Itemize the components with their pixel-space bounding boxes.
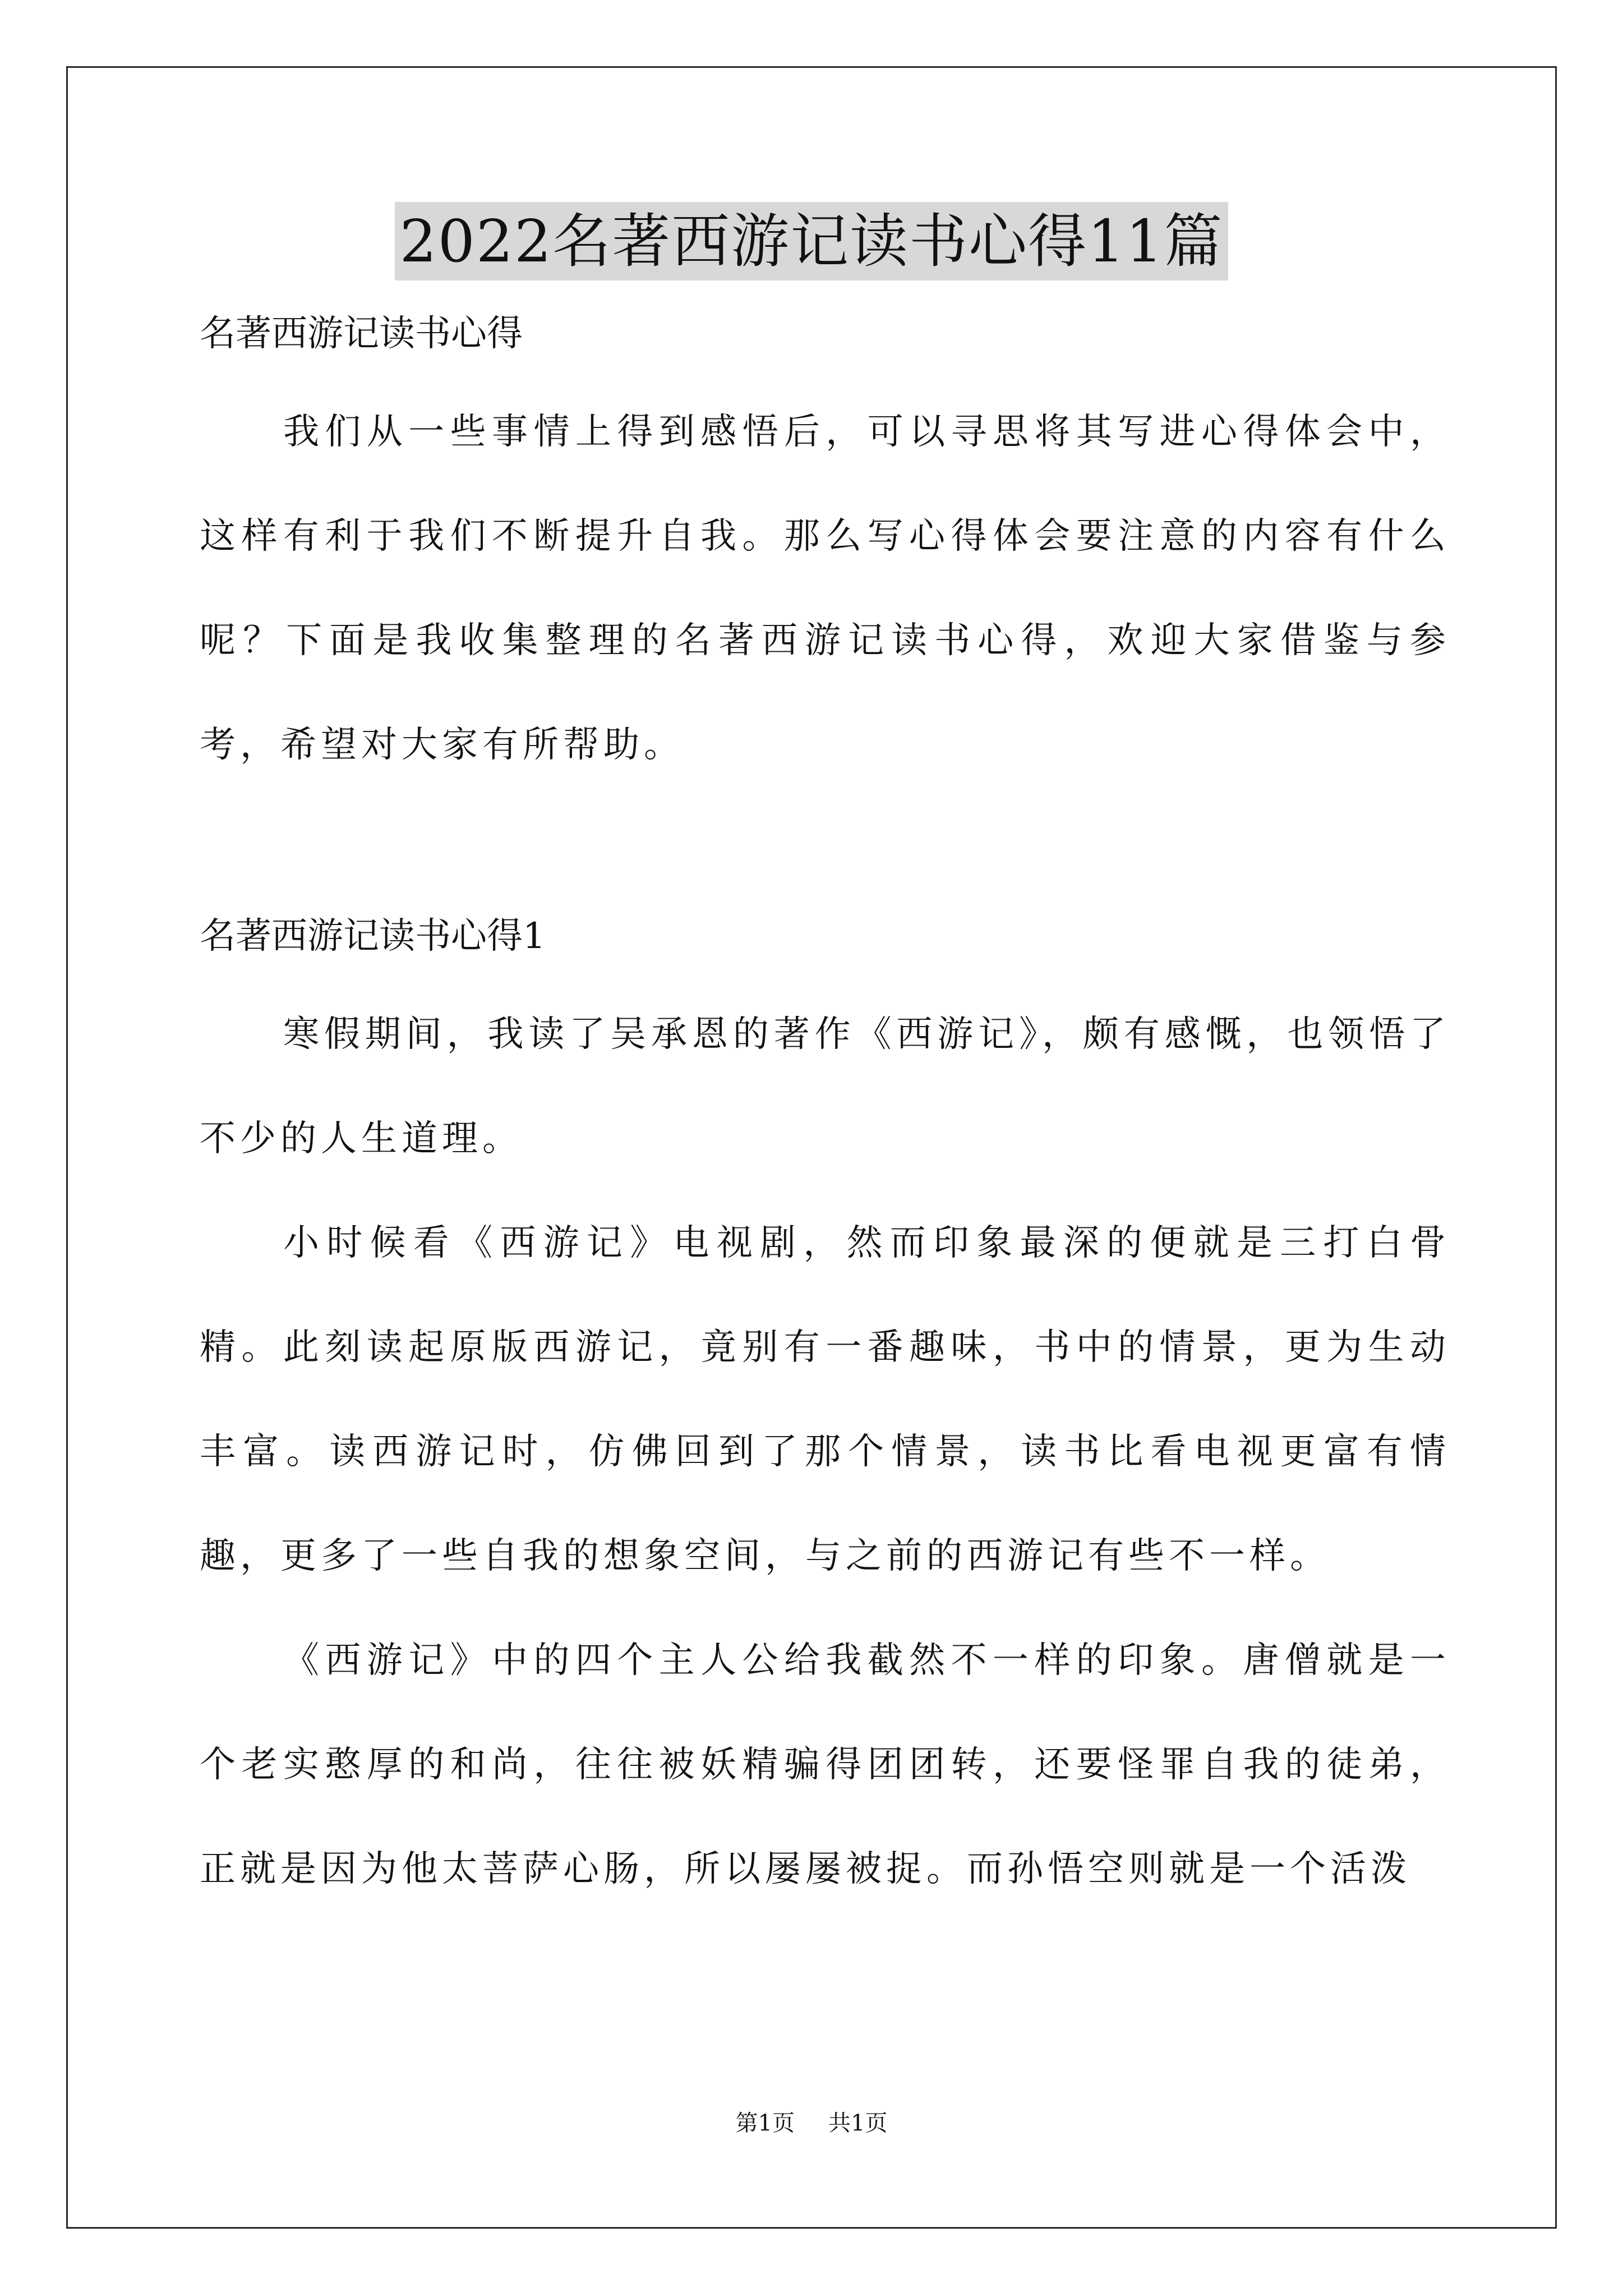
document-body — [200, 311, 1450, 1921]
section1-heading: 名著西游记读书心得1 — [200, 915, 546, 957]
page-number: 第1页 — [735, 2110, 795, 2136]
title-container — [0, 202, 1623, 280]
total-pages: 共1页 — [828, 2110, 888, 2136]
intro-paragraph: 我们从一些事情上得到感悟后，可以寻思将其写进心得体会中，这样有利于我们不断提升自我。那么写心得体会要注意的内容有什么呢？下面是我收集整理的名著西游记读书心得，欢迎大家借鉴与参考，希望对大家有所帮助。 — [200, 411, 1450, 766]
page-footer — [0, 2109, 1623, 2137]
section1-paragraph-2: 小时候看《西游记》电视剧，然而印象最深的便就是三打白骨精。此刻读起原版西游记，竟别有一番趣味，书中的情景，更为生动丰富。读西游记时，仿佛回到了那个情景，读书比看电视更富有情趣，更多了一些自我的想象空间，与之前的西游记有些不一样。 — [200, 1222, 1450, 1577]
intro-heading: 名著西游记读书心得 — [200, 313, 523, 355]
section1-paragraph-1: 寒假期间，我读了吴承恩的著作《西游记》，颇有感慨，也领悟了不少的人生道理。 — [200, 1014, 1450, 1159]
document-title: 2022名著西游记读书心得11篇 — [395, 202, 1228, 280]
section1-paragraph-3: 《西游记》中的四个主人公给我截然不一样的印象。唐僧就是一个老实憨厚的和尚，往往被妖精骗得团团转，还要怪罪自我的徒弟，正就是因为他太菩萨心肠，所以屡屡被捉。而孙悟空则就是一个活泼 — [200, 1640, 1450, 1890]
